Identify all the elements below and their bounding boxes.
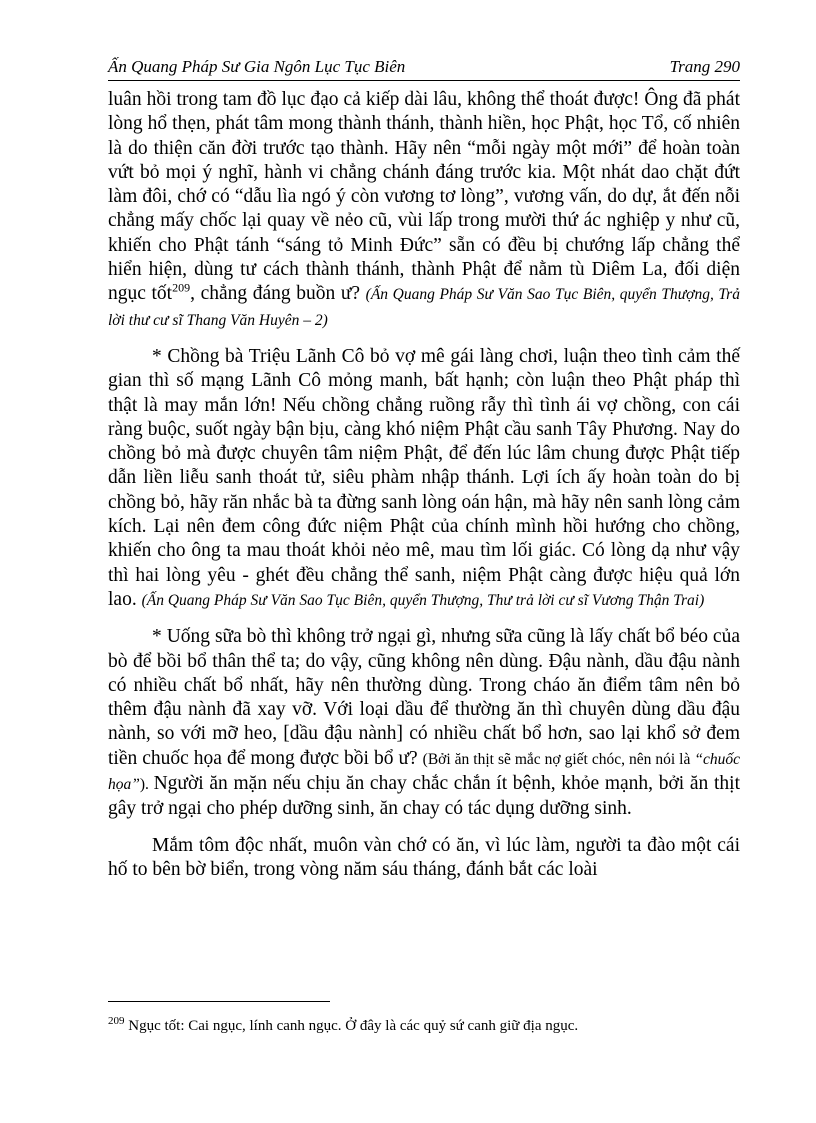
paragraph-2	[108, 345, 740, 613]
paragraph-text: * Uống sữa bò thì không trở ngại gì, nhưng sữa cũng là lấy chất bổ béo của bò để bồi bổ thân thể ta; do vậy, cũng không nên dùng. Đậu nành, dầu đậu nành có nhiều chất bổ nhất, hãy nên thường dùng. Trong cháo ăn điểm tâm nên bỏ thêm đậu nành đã xay vỡ. Với loại dầu để thường ăn thì chuyên dùng dầu đậu nành, so với mỡ heo, [dầu đậu nành] có nhiều chất bổ hơn, sao lại khổ sở đem tiền chuốc họa để mong được bồi bổ ư?	[108, 626, 740, 769]
book-title: Ấn Quang Pháp Sư Gia Ngôn Lục Tục Biên	[108, 57, 406, 76]
inline-note-text: (Bởi ăn thịt sẽ mắc nợ giết chóc, nên nói là	[422, 750, 695, 768]
inline-note-end: ).	[139, 776, 154, 794]
footnote	[108, 1016, 740, 1036]
paragraph-text: * Chồng bà Triệu Lãnh Cô bỏ vợ mê gái làng chơi, luận theo tình cảm thế gian thì số mạng Lãnh Cô mỏng manh, bất hạnh; còn luận theo Phật pháp thì thật là may mắn lớn! Nếu chồng chẳng ruồng rẫy thì tình ái vợ chồng, con cái ràng buộc, suốt ngày bận bịu, càng khó niệm Phật cầu sanh Tây Phương. Nay do chồng bỏ mà được chuyên tâm niệm Phật, để đến lúc lâm chung được Phật tiếp dẫn liền liễu sanh thoát tử, siêu phàm nhập thánh. Lợi ích ấy hoàn toàn do bị chồng bỏ, hãy răn nhắc bà ta đừng sanh lòng oán hận, mà hãy nên sanh lòng cảm kích. Lại nên đem công đức niệm Phật của chính mình hồi hướng cho chồng, khiến cho ông ta mau thoát khỏi nẻo mê, mau tìm lối giác. Có lòng dạ như vậy thì hai lòng yêu - ghét đều chẳng thể sanh, niệm Phật càng được hiệu quả lớn lao.	[108, 345, 740, 610]
citation: (Ấn Quang Pháp Sư Văn Sao Tục Biên, quyển Thượng, Trả lời thư cư sĩ Thang Văn Huyên – 2)	[108, 286, 740, 329]
paragraph-text: Người ăn mặn nếu chịu ăn chay chắc chắn ít bệnh, khỏe mạnh, bởi ăn thịt gây trở ngại cho phép dưỡng sinh, ăn chay có tác dụng dưỡng sinh.	[108, 773, 740, 820]
citation: (Ấn Quang Pháp Sư Văn Sao Tục Biên, quyển Thượng, Thư trả lời cư sĩ Vương Thận Trai)	[141, 591, 705, 609]
paragraph-1	[108, 88, 740, 333]
inline-note-emphasis: “chuốc họa”	[108, 750, 740, 794]
footnote-mark: 209	[108, 1015, 125, 1027]
paragraph-text: Mắm tôm độc nhất, muôn vàn chớ có ăn, vì lúc làm, người ta đào một cái hố to bên bờ biển, trong vòng năm sáu tháng, đánh bắt các loài	[108, 834, 740, 880]
footnote-separator	[108, 1001, 330, 1002]
paragraph-text: luân hồi trong tam đồ lục đạo cả kiếp dài lâu, không thể thoát được! Ông đã phát lòng hổ thẹn, phát tâm mong thành thánh, thành hiền, học Phật, học Tổ, cố nhiên là do thiện căn đời trước tạo thành. Hãy nên “mỗi ngày một mới” để hoàn toàn vứt bỏ mọi ý nghĩ, hành vi chẳng chánh đáng trước kia. Một nhát dao chặt đứt làm đôi, chớ có “dẫu lìa ngó ý còn vương tơ lòng”, vương vấn, do dự, ắt đến nỗi chẳng mấy chốc lại quay về nẻo cũ, vùi lấp trong mười thứ ác nghiệp y như cũ, khiến cho Phật tánh “sáng tỏ Minh Đức” sẵn có đều bị chướng lấp chẳng thể hiển hiện, dùng tư cách thành thánh, thành Phật để nằm tù Diêm La, đối diện ngục tốt	[108, 89, 740, 305]
body-text	[108, 88, 740, 882]
page-number: Trang 290	[669, 57, 740, 76]
paragraph-3	[108, 625, 740, 821]
running-header	[108, 56, 740, 81]
paragraph-4	[108, 834, 740, 883]
paragraph-text: , chẳng đáng buồn ư?	[190, 283, 366, 305]
footnote-text: Ngục tốt: Cai ngục, lính canh ngục. Ở đây là các quỷ sứ canh giữ địa ngục.	[124, 1018, 579, 1034]
footnote-ref: 209	[172, 280, 191, 295]
